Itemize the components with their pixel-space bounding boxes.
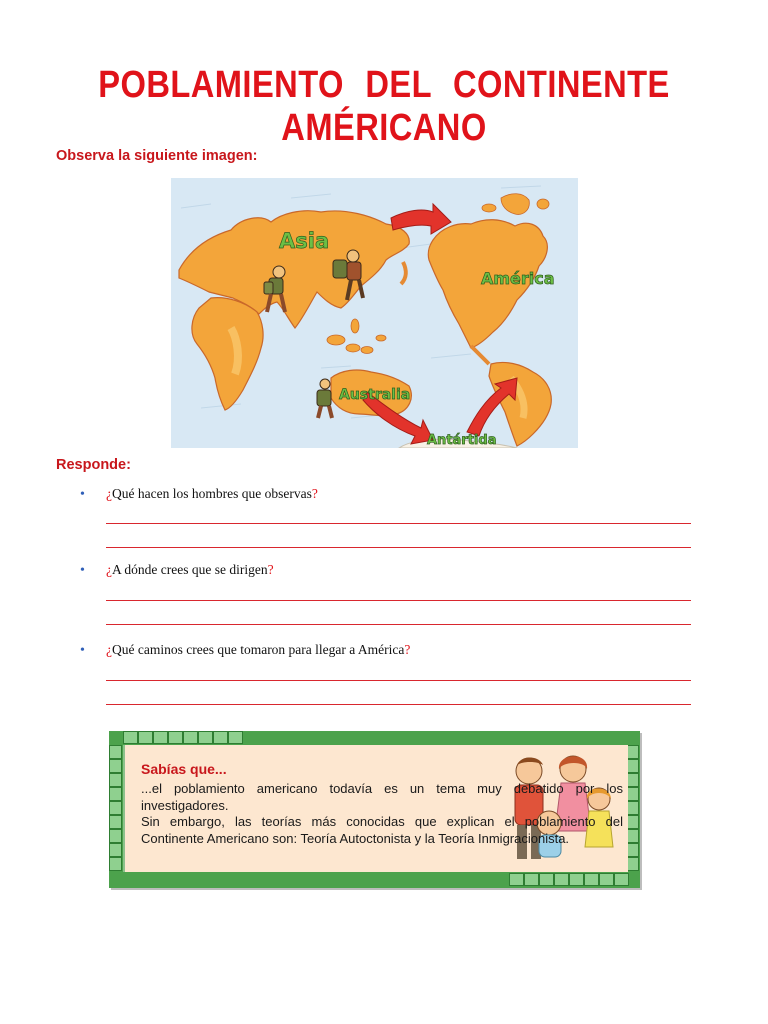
- question-close-mark: ?: [404, 642, 411, 657]
- answer-line[interactable]: [106, 547, 691, 548]
- sabias-que-paragraph-2: Sin embargo, las teorías más conocidas que explican el poblamiento del Continente Americano son: Teoría Autoctonista y la Teoría Inmigracionista.: [141, 814, 623, 846]
- question-text: A dónde crees que se dirigen: [112, 562, 268, 577]
- question-3: [80, 642, 700, 659]
- answer-line[interactable]: [106, 600, 691, 601]
- label-america: América: [481, 269, 555, 288]
- answer-line[interactable]: [106, 680, 691, 681]
- sabias-que-panel: [123, 745, 628, 872]
- question-close-mark: ?: [267, 562, 274, 577]
- question-1: [80, 486, 700, 503]
- sabias-que-paragraph-1: ...el poblamiento americano todavía es un tema muy debatido por los investigadores.: [141, 781, 623, 813]
- question-open-mark: ¿: [106, 642, 112, 657]
- answer-line[interactable]: [106, 523, 691, 524]
- bullet-icon: •: [80, 487, 85, 502]
- question-close-mark: ?: [311, 486, 318, 501]
- bullet-icon: •: [80, 643, 85, 658]
- instruction-respond: Responde:: [56, 457, 131, 473]
- label-australia: Australia: [339, 387, 411, 403]
- instruction-observe: Observa la siguiente imagen:: [56, 148, 258, 164]
- migration-map-illustration: [171, 178, 578, 448]
- question-open-mark: ¿: [106, 486, 112, 501]
- decorative-squares-bottom: [509, 873, 629, 886]
- decorative-squares-top: [123, 731, 243, 744]
- question-2: [80, 562, 700, 579]
- world-map: [171, 178, 578, 448]
- sabias-que-heading: Sabías que...: [141, 761, 227, 777]
- question-open-mark: ¿: [106, 562, 112, 577]
- sabias-que-body: [141, 781, 623, 847]
- page-title: POBLAMIENTO DEL CONTINENTE AMÉRICANO: [98, 64, 670, 149]
- question-text: Qué caminos crees que tomaron para llegar a América: [112, 642, 405, 657]
- label-antartida: Antártida: [427, 433, 497, 448]
- decorative-squares-left: [109, 745, 122, 871]
- question-text: Qué hacen los hombres que observas: [112, 486, 312, 501]
- sabias-que-box: [109, 731, 640, 888]
- answer-line[interactable]: [106, 704, 691, 705]
- label-asia: Asia: [279, 229, 330, 253]
- answer-line[interactable]: [106, 624, 691, 625]
- bullet-icon: •: [80, 563, 85, 578]
